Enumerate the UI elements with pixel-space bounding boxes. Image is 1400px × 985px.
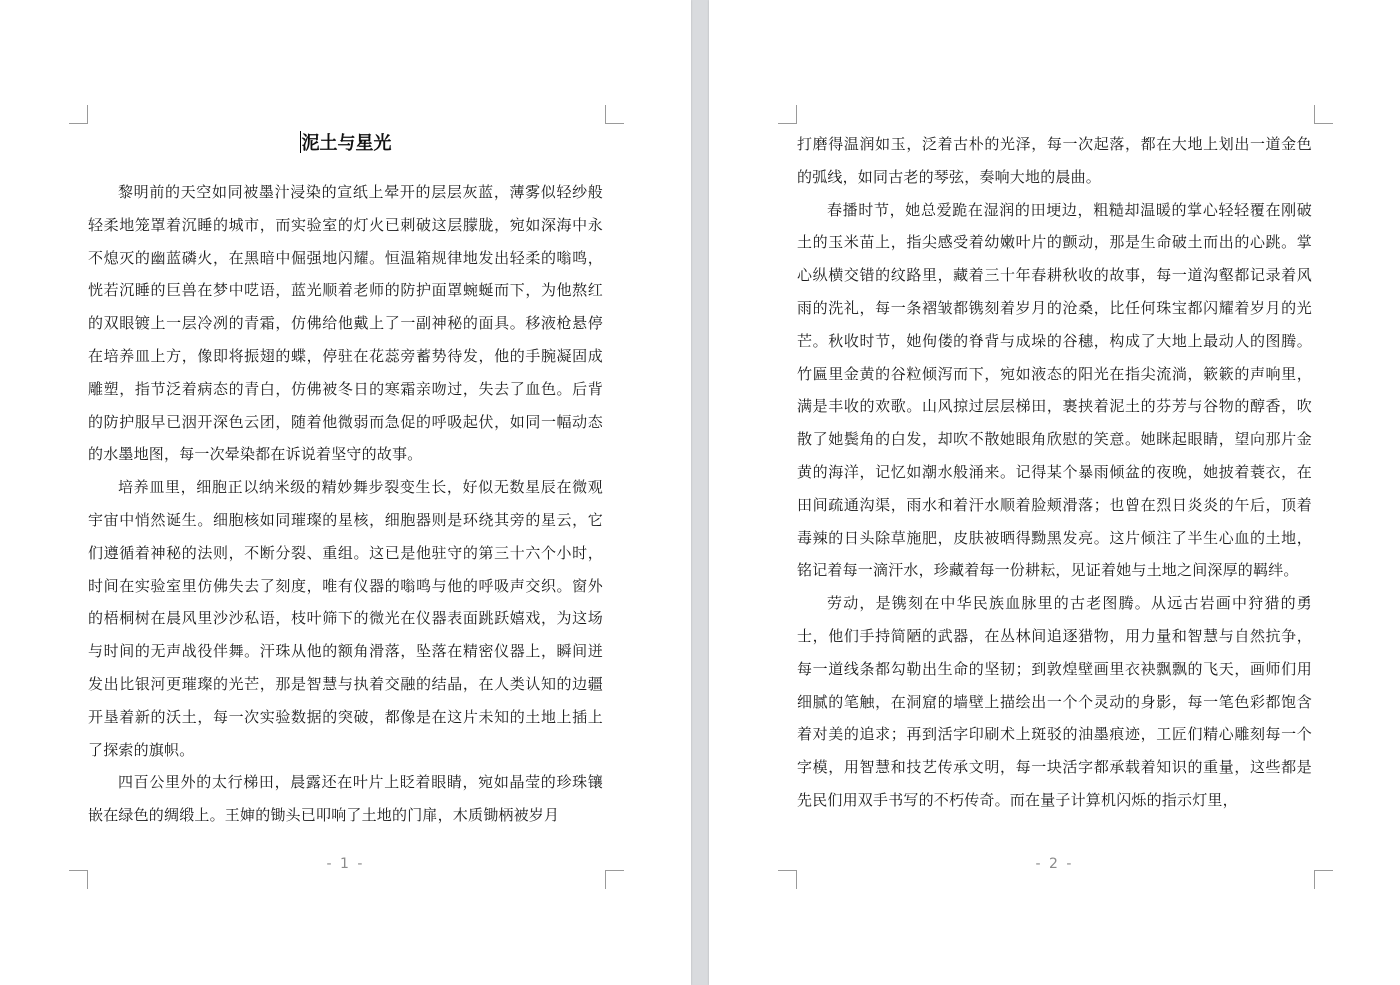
margin-corner-bottom-left: [778, 870, 797, 889]
page-body[interactable]: [797, 128, 1312, 817]
margin-corner-bottom-right: [605, 870, 624, 889]
margin-corner-top-left: [69, 105, 88, 124]
margin-corner-top-right: [605, 105, 624, 124]
paragraph[interactable]: 四百公里外的太行梯田，晨露还在叶片上眨着眼睛，宛如晶莹的珍珠镶嵌在绿色的绸缎上。王婶的锄头已叩响了土地的门扉，木质锄柄被岁月: [88, 773, 603, 825]
document-page-1[interactable]: [0, 0, 691, 985]
document-page-2[interactable]: [709, 0, 1400, 985]
page-number: - 1 -: [326, 856, 365, 872]
paragraph[interactable]: 春播时节，她总爱跪在湿润的田埂边，粗糙却温暖的掌心轻轻覆在刚破土的玉米苗上，指尖感受着幼嫩叶片的颤动，那是生命破土而出的心跳。掌心纵横交错的纹路里，藏着三十年春耕秋收的故事，每一道沟壑都记录着风雨的洗礼，每一条褶皱都镌刻着岁月的沧桑，比任何珠宝都闪耀着岁月的光芒。秋收时节，她佝偻的脊背与成垛的谷穗，构成了大地上最动人的图腾。竹匾里金黄的谷粒倾泻而下，宛如液态的阳光在指尖流淌，簌簌的声响里，满是丰收的欢歌。山风掠过层层梯田，裹挟着泥土的芬芳与谷物的醇香，吹散了她鬓角的白发，却吹不散她眼角欣慰的笑意。她眯起眼睛，望向那片金黄的海洋，记忆如潮水般涌来。记得某个暴雨倾盆的夜晚，她披着蓑衣，在田间疏通沟渠，雨水和着汗水顺着脸颊滑落；也曾在烈日炎炎的午后，顶着毒辣的日头除草施肥，皮肤被晒得黝黑发亮。这片倾注了半生心血的土地，铭记着每一滴汗水，珍藏着每一份耕耘，见证着她与土地之间深厚的羁绊。: [797, 200, 1312, 580]
document-title[interactable]: [88, 128, 603, 160]
paragraph-continued[interactable]: 打磨得温润如玉，泛着古朴的光泽，每一次起落，都在大地上划出一道金色的弧线，如同古老的琴弦，奏响大地的晨曲。: [797, 135, 1312, 186]
page-body[interactable]: [88, 128, 603, 832]
paragraph[interactable]: 劳动，是镌刻在中华民族血脉里的古老图腾。从远古岩画中狩猎的勇士，他们手持简陋的武器，在丛林间追逐猎物，用力量和智慧与自然抗争，每一道线条都勾勒出生命的坚韧；到敦煌壁画里衣袂飘飘的飞天，画师们用细腻的笔触，在洞窟的墙壁上描绘出一个个灵动的身影，每一笔色彩都饱含着对美的追求；再到活字印刷术上斑驳的油墨痕迹，工匠们精心雕刻每一个字模，用智慧和技艺传承文明，每一块活字都承载着知识的重量，这些都是先民们用双手书写的不朽传奇。而在量子计算机闪烁的指示灯里，: [797, 594, 1312, 809]
margin-corner-bottom-left: [69, 870, 88, 889]
margin-corner-top-left: [778, 105, 797, 124]
paragraph[interactable]: 培养皿里，细胞正以纳米级的精妙舞步裂变生长，好似无数星辰在微观宇宙中悄然诞生。细胞核如同璀璨的星核，细胞器则是环绕其旁的星云，它们遵循着神秘的法则，不断分裂、重组。这已是他驻守的第三十六个小时，时间在实验室里仿佛失去了刻度，唯有仪器的嗡鸣与他的呼吸声交织。窗外的梧桐树在晨风里沙沙私语，枝叶筛下的微光在仪器表面跳跃嬉戏，为这场与时间的无声战役伴舞。汗珠从他的额角滑落，坠落在精密仪器上，瞬间迸发出比银河更璀璨的光芒，那是智慧与执着交融的结晶，在人类认知的边疆开垦着新的沃土，每一次实验数据的突破，都像是在这片未知的土地上插上了探索的旗帜。: [88, 478, 603, 759]
paragraph[interactable]: 黎明前的天空如同被墨汁浸染的宣纸上晕开的层层灰蓝，薄雾似轻纱般轻柔地笼罩着沉睡的城市，而实验室的灯火已刺破这层朦胧，宛如深海中永不熄灭的幽蓝磷火，在黑暗中倔强地闪耀。恒温箱规律地发出轻柔的嗡鸣，恍若沉睡的巨兽在梦中呓语，蓝光顺着老师的防护面罩蜿蜒而下，为他熬红的双眼镀上一层冷冽的青霜，仿佛给他戴上了一副神秘的面具。移液枪悬停在培养皿上方，像即将振翅的蝶，停驻在花蕊旁蓄势待发，他的手腕凝固成雕塑，指节泛着病态的青白，仿佛被冬日的寒霜亲吻过，失去了血色。后背的防护服早已洇开深色云团，随着他微弱而急促的呼吸起伏，如同一幅动态的水墨地图，每一次晕染都在诉说着坚守的故事。: [88, 183, 603, 464]
margin-corner-top-right: [1314, 105, 1333, 124]
document-title-text[interactable]: 泥土与星光: [301, 133, 392, 154]
margin-corner-bottom-right: [1314, 870, 1333, 889]
page-number: - 2 -: [1035, 856, 1074, 872]
text-cursor: [300, 131, 301, 153]
